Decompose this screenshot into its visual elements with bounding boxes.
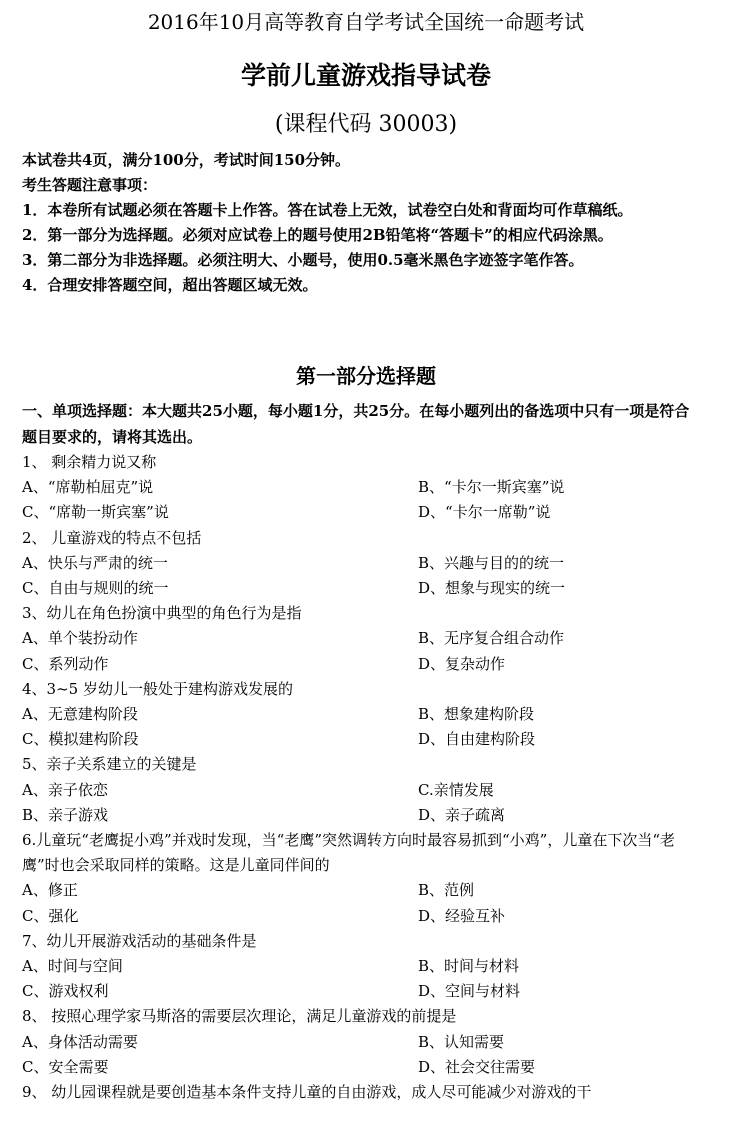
option-b: B、范例 — [418, 881, 475, 900]
option-a: A、身体活动需要 — [22, 1032, 138, 1051]
option-a: A、单个装扮动作 — [22, 629, 138, 648]
paper-title: 学前儿童游戏指导试卷 — [240, 61, 491, 90]
question-item — [22, 601, 712, 677]
option-a: A、亲子依恋 — [22, 780, 108, 799]
option-c: C、安全需要 — [22, 1057, 109, 1076]
option-c: C、游戏权利 — [22, 982, 109, 1001]
option-d: D、空间与材料 — [418, 982, 521, 1001]
question-list — [22, 450, 712, 1105]
course-code: (课程代码 30003) — [274, 112, 458, 137]
option-a: A、无意建构阶段 — [22, 705, 138, 724]
option-a: A、“席勒柏屈克”说 — [22, 478, 154, 497]
question-item — [22, 929, 712, 1005]
option-d: D、社会交往需要 — [418, 1057, 536, 1076]
instruction-item: 2．第一部分为选择题。必须对应试卷上的题号使用2B铅笔将“答题卡”的相应代码涂黑。 — [22, 226, 613, 244]
option-d: D、经验互补 — [418, 906, 506, 925]
question-stem: 6.儿童玩“老鹰捉小鸡”并戏时发现，当“老鹰”突然调转方向时最容易抓到“小鸡”，儿童在下次当“老鹰”时也会采取同样的策略。这是儿童同伴间的 — [22, 831, 675, 875]
option-d: D、亲子疏离 — [418, 805, 506, 824]
question-stem: 1、 剩余精力说又称 — [22, 453, 157, 471]
question-item — [22, 450, 712, 526]
question-stem: 8、 按照心理学家马斯洛的需要层次理论，满足儿童游戏的前提是 — [22, 1007, 457, 1026]
question-stem-truncated: 9、 幼儿园课程就是要创造基本条件支持儿童的自由游戏，成人尽可能减少对游戏的干 — [22, 1083, 592, 1102]
option-c: C.亲情发展 — [418, 780, 494, 799]
instruction-item: 1．本卷所有试题必须在答题卡上作答。答在试卷上无效，试卷空白处和背面均可作草稿纸。 — [22, 201, 633, 219]
part-one-title: 第一部分选择题 — [296, 364, 436, 388]
instruction-item: 4．合理安排答题空间，超出答题区域无效。 — [22, 276, 318, 294]
option-c: C、强化 — [22, 906, 79, 925]
option-c: C、模拟建构阶段 — [22, 730, 139, 749]
question-stem: 4、3~5 岁幼儿一般处于建构游戏发展的 — [22, 679, 293, 698]
question-stem: 3、幼儿在角色扮演中典型的角色行为是指 — [22, 604, 302, 623]
option-d: D、复杂动作 — [418, 654, 506, 673]
option-b: B、亲子游戏 — [22, 805, 109, 824]
question-item — [22, 752, 712, 828]
exam-session-title: 2016年10月高等教育自学考试全国统一命题考试 — [147, 10, 585, 34]
option-c: C、系列动作 — [22, 654, 109, 673]
question-stem: 2、 儿童游戏的特点不包括 — [22, 528, 202, 547]
question-item — [22, 828, 712, 929]
option-d: D、“卡尔一席勒”说 — [418, 503, 551, 522]
option-d: D、想象与现实的统一 — [418, 579, 566, 598]
question-item — [22, 526, 712, 602]
option-b: B、认知需要 — [418, 1032, 505, 1051]
option-a: A、修正 — [22, 881, 78, 900]
instructions-block — [22, 148, 712, 298]
instructions-summary: 本试卷共4页，满分100分，考试时间150分钟。 — [22, 151, 351, 169]
option-a: A、时间与空间 — [22, 957, 123, 976]
option-a: A、快乐与严肃的统一 — [22, 553, 168, 572]
option-b: B、时间与材料 — [418, 957, 520, 976]
question-stem: 5、亲子关系建立的关键是 — [22, 755, 197, 774]
option-b: B、“卡尔一斯宾塞”说 — [418, 478, 565, 497]
option-b: B、想象建构阶段 — [418, 705, 535, 724]
option-c: C、“席勒一斯宾塞”说 — [22, 503, 169, 522]
part-one-intro: 一、单项选择题：本大题共25小题，每小题1分，共25分。在每小题列出的备选项中只有一项是符合题目要求的，请将其选出。 — [22, 402, 690, 446]
option-b: B、无序复合组合动作 — [418, 629, 565, 648]
question-stem: 7、幼儿开展游戏活动的基础条件是 — [22, 931, 257, 950]
option-d: D、自由建构阶段 — [418, 730, 536, 749]
instruction-item: 3．第二部分为非选择题。必须注明大、小题号，使用0.5毫米黑色字迹签字笔作答。 — [22, 251, 584, 269]
option-b: B、兴趣与目的的统一 — [418, 553, 565, 572]
question-item — [22, 1004, 712, 1080]
question-item — [22, 677, 712, 753]
instructions-heading: 考生答题注意事项： — [22, 176, 158, 194]
option-c: C、自由与规则的统一 — [22, 579, 169, 598]
